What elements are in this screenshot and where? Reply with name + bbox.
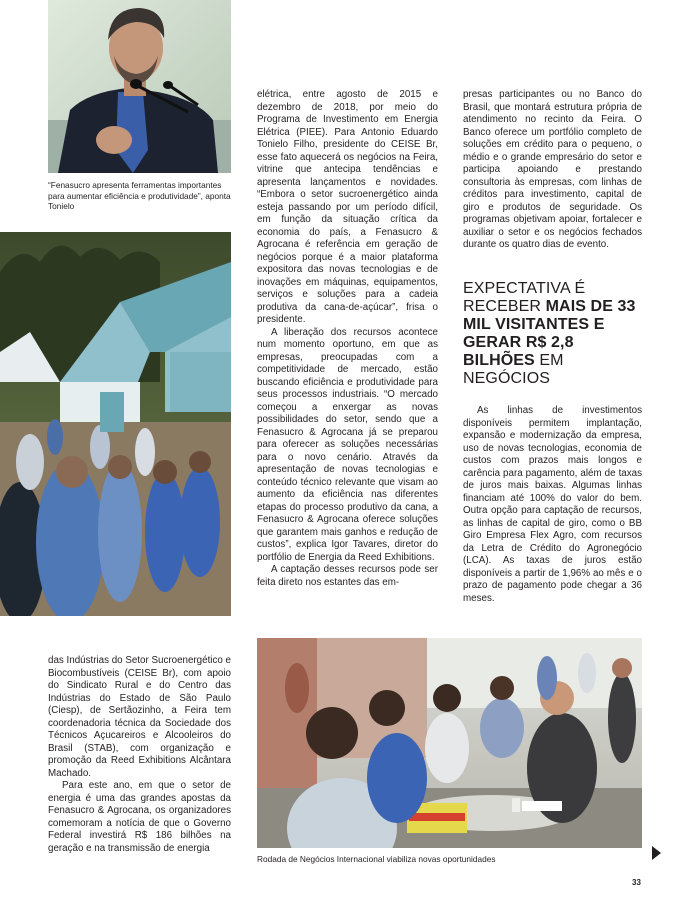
headline-light-4: NEGÓCIOS: [463, 370, 551, 387]
fair-crowd-photo: [0, 232, 231, 616]
middle-paragraph-1: elétrica, entre agosto de 2015 e dezembro de 2018, por meio do Programa de Investimento em Energia Elétrica (PIEE). Para Antonio Eduardo Tonielo Filho, presidente do CEISE Br, esse fato aquecerá os negócios na Feira, vitrine que antecipa tendências e apresenta lançamentos e novidades. “Embora o setor sucroenergético ainda esteja passando por um período difícil, em função da situação crítica da economia do país, a Fenasucro & Agrocana é referência em geração de negócios porque é a maior plataforma expositora das novas tecnologias e de inovações em máquinas, equipamentos, serviços e soluções para a cadeia produtiva da cana-de-açúcar”, frisa o presidente.: [257, 89, 438, 325]
column-middle: [257, 89, 438, 589]
fair-crowd-icon: [0, 232, 231, 616]
column-right-bottom: [463, 405, 642, 605]
right-top-paragraph: presas participantes ou no Banco do Brasil, que montará estrutura própria de atendimento no recinto da Feira. O Banco oferece um portfólio completo de soluções em crédito para o pequeno, o médio e o grande empresário do setor e participa apoiando e prestando consultoria às empresas, com linhas de créditos para investimento, capital de giro e produtos de seguridade. Os programas objetivam apoiar, fortalecer e auxiliar o setor e os negócios fechados durante os quatro dias de evento.: [463, 89, 642, 250]
right-bottom-paragraph: As linhas de investimentos disponíveis permitem implantação, expansão e modernização da empresa, uso de novas tecnologias, economia de custos com prazos mais longos e carência para pagamento, além de taxas de juros mais baixas. Algumas linhas financiam até 100% do valor do bem. Outra opção para captação de recursos, as linhas de capital de giro, como o BB Giro Empresa Flex Agro, com recursos da Letra de Crédito do Agronegócio (LCA). As taxas de juros estão disponíveis a partir de 1,96% ao mês e o prazo de pagamento pode chegar a 36 meses.: [463, 405, 642, 604]
middle-paragraph-3: A captação desses recursos pode ser feita direto nos estantes das em-: [257, 564, 438, 588]
left-bottom-paragraph-1: das Indústrias do Setor Sucroenergético e Biocombustíveis (CEISE Br), com apoio do Sindicato Rural e do Centro das Indústrias do Estado de São Paulo (Ciesp), de Sertãozinho, a Feira tem coordenadoria técnica da Sociedade dos Técnicos Açucareiros e Alcooleiros do Brasil (STAB), com organização e promoção da Reed Exhibitions Alcântara Machado.: [48, 655, 231, 779]
left-bottom-paragraph-2: Para este ano, em que o setor de energia é uma das grandes apostas da Fenasucro & Agrocana, os organizadores comemoram a notícia de que o Governo Federal investirá R$ 186 bilhões na geração e na transmissão de energia: [48, 780, 231, 854]
column-left-bottom: [48, 655, 231, 855]
top-photo-caption: “Fenasucro apresenta ferramentas importantes para aumentar eficiência e produtividade”, aponta Tonielo: [48, 180, 231, 212]
speaker-photo: [48, 0, 231, 173]
middle-paragraph-2: A liberação dos recursos acontece num momento oportuno, em que as empresas, preocupadas com a competitividade de mercado, estão buscando eficiência e produtividade para seus processos industriais. “O mercado começou a enxergar as novas possibilidades do setor, sendo que a Fenasucro & Agrocana já se preparou para oferecer as soluções necessárias para o novo cenário. Através da apresentação de novas tecnologias e conteúdo técnico relevante que visam ao aumento da eficiência nas diferentes etapas do processo produtivo da cana, a Fenasucro & Agrocana oferece soluções que garantem mais ganhos e redução de custos”, explica Igor Tavares, diretor do portfólio de Energia da Reed Exhibitions.: [257, 326, 438, 563]
business-meeting-icon: [257, 638, 642, 848]
page-number: 33: [632, 878, 641, 887]
headline-bold-1: MAIS DE 33 MIL VISITANTES E GERAR R$ 2,8 BILHÕES: [463, 298, 636, 369]
bottom-photo-caption: Rodada de Negócios Internacional viabiliza novas oportunidades: [257, 854, 496, 864]
business-meeting-photo: [257, 638, 642, 848]
headline-light-2: RECEBER: [463, 298, 542, 315]
continue-arrow-icon: [652, 846, 661, 860]
speaker-portrait-icon: [48, 0, 231, 173]
column-right-top: [463, 89, 642, 252]
pull-quote-headline: [463, 280, 643, 388]
headline-light-3: EM: [539, 352, 564, 369]
headline-light-1: EXPECTATIVA É: [463, 280, 586, 297]
